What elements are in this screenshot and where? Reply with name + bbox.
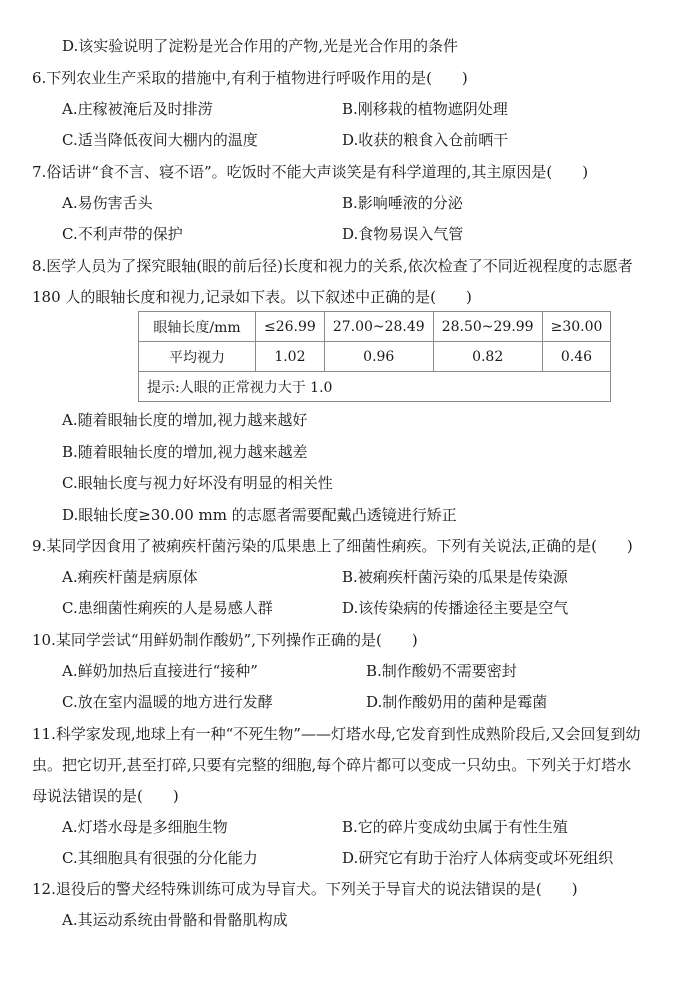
q8-option-b: B.随着眼轴长度的增加,视力越来越差 <box>62 443 308 461</box>
q10-option-c: C.放在室内温暖的地方进行发酵 <box>62 693 273 711</box>
question-7: 7.俗话讲“食不言、寝不语”。吃饭时不能大声谈笑是有科学道理的,其主原因是( ) <box>32 163 589 181</box>
table-row <box>139 342 611 372</box>
question-8-line-2: 180 人的眼轴长度和视力,记录如下表。以下叙述中正确的是( ) <box>32 288 472 306</box>
eye-axis-table <box>138 311 611 402</box>
table-cell: 平均视力 <box>139 342 256 372</box>
q8-option-a: A.随着眼轴长度的增加,视力越来越好 <box>62 411 308 429</box>
table-cell: 27.00~28.49 <box>324 312 433 342</box>
q9-option-d: D.该传染病的传播途径主要是空气 <box>342 599 569 617</box>
q8-option-c: C.眼轴长度与视力好坏没有明显的相关性 <box>62 474 333 492</box>
q12-option-a: A.其运动系统由骨骼和骨骼肌构成 <box>62 911 288 929</box>
q11-option-a: A.灯塔水母是多细胞生物 <box>62 818 228 836</box>
question-6: 6.下列农业生产采取的措施中,有利于植物进行呼吸作用的是( ) <box>32 69 468 87</box>
q6-option-b: B.刚移栽的植物遮阴处理 <box>342 100 508 118</box>
q5-option-d: D.该实验说明了淀粉是光合作用的产物,光是光合作用的条件 <box>62 37 459 55</box>
q11-option-b: B.它的碎片变成幼虫属于有性生殖 <box>342 818 568 836</box>
table-cell: 0.82 <box>433 342 542 372</box>
question-11-line-2: 虫。把它切开,甚至打碎,只要有完整的细胞,每个碎片都可以变成一只幼虫。下列关于灯塔水 <box>32 756 632 774</box>
q9-option-a: A.痢疾杆菌是病原体 <box>62 568 198 586</box>
question-12: 12.退役后的警犬经特殊训练可成为导盲犬。下列关于导盲犬的说法错误的是( ) <box>32 880 578 898</box>
table-cell: ≥30.00 <box>542 312 611 342</box>
q10-option-a: A.鲜奶加热后直接进行“接种” <box>62 662 258 680</box>
table-cell: 眼轴长度/mm <box>139 312 256 342</box>
table-note-row <box>139 372 611 402</box>
q7-option-a: A.易伤害舌头 <box>62 194 153 212</box>
question-9: 9.某同学因食用了被痢疾杆菌污染的瓜果患上了细菌性痢疾。下列有关说法,正确的是( ) <box>32 537 633 555</box>
q9-option-b: B.被痢疾杆菌污染的瓜果是传染源 <box>342 568 568 586</box>
q11-option-c: C.其细胞具有很强的分化能力 <box>62 849 258 867</box>
q7-option-d: D.食物易误入气管 <box>342 225 464 243</box>
table-header-row <box>139 312 611 342</box>
question-11-line-1: 11.科学家发现,地球上有一种“不死生物”——灯塔水母,它发育到性成熟阶段后,又会回复到幼 <box>32 725 641 743</box>
q9-option-c: C.患细菌性痢疾的人是易感人群 <box>62 599 273 617</box>
question-11-line-3: 母说法错误的是( ) <box>32 787 179 805</box>
q6-option-c: C.适当降低夜间大棚内的温度 <box>62 131 258 149</box>
q7-option-b: B.影响唾液的分泌 <box>342 194 463 212</box>
table-cell: 28.50~29.99 <box>433 312 542 342</box>
q8-option-d: D.眼轴长度≥30.00 mm 的志愿者需要配戴凸透镜进行矫正 <box>62 506 457 524</box>
table-cell: ≤26.99 <box>256 312 325 342</box>
q11-option-d: D.研究它有助于治疗人体病变或坏死组织 <box>342 849 614 867</box>
table-note: 提示:人眼的正常视力大于 1.0 <box>139 372 611 402</box>
question-8-line-1: 8.医学人员为了探究眼轴(眼的前后径)长度和视力的关系,依次检查了不同近视程度的志愿者 <box>32 257 633 275</box>
q6-option-d: D.收获的粮食入仓前晒干 <box>342 131 509 149</box>
table-cell: 0.46 <box>542 342 611 372</box>
q10-option-d: D.制作酸奶用的菌种是霉菌 <box>366 693 548 711</box>
q10-option-b: B.制作酸奶不需要密封 <box>366 662 517 680</box>
question-10: 10.某同学尝试“用鲜奶制作酸奶”,下列操作正确的是( ) <box>32 631 418 649</box>
table-cell: 1.02 <box>256 342 325 372</box>
q6-option-a: A.庄稼被淹后及时排涝 <box>62 100 213 118</box>
q7-option-c: C.不利声带的保护 <box>62 225 183 243</box>
table-cell: 0.96 <box>324 342 433 372</box>
